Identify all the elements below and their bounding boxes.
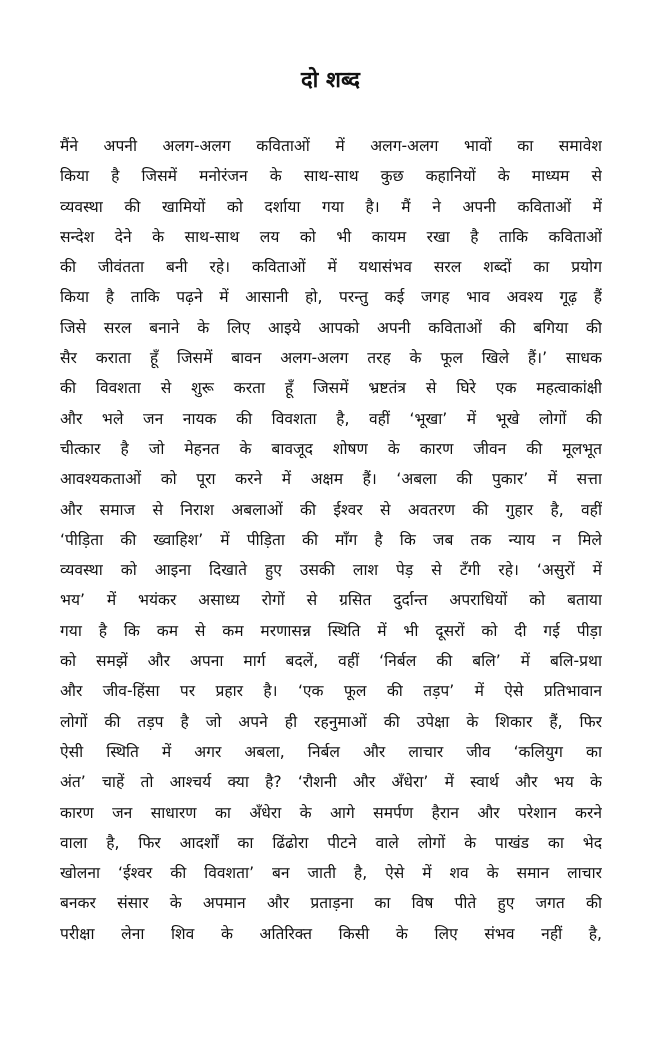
text-line: सैर कराता हूँ जिसमें बावन अलग-अलग तरह के फूल खिले हैं।’ साधक — [60, 349, 602, 368]
text-line: बनकर संसार के अपमान और प्रताड़ना का विष पीते हुए जगत की — [60, 894, 602, 913]
text-line: भय’ में भयंकर असाध्य रोगों से ग्रसित दुर्दान्त अपराधियों को बताया — [60, 591, 602, 610]
text-line: ऐसी स्थिति में अगर अबला, निर्बल और लाचार जीव ‘कलियुग का — [60, 742, 602, 761]
text-line: खोलना ‘ईश्वर की विवशता’ बन जाती है, ऐसे में शव के समान लाचार — [60, 864, 602, 883]
text-line: की जीवंतता बनी रहे। कविताओं में यथासंभव सरल शब्दों का प्रयोग — [60, 258, 602, 277]
text-line: की विवशता से शुरू करता हूँ जिसमें भ्रष्टतंत्र से घिरे एक महत्वाकांक्षी — [60, 379, 602, 398]
text-line: को समझें और अपना मार्ग बदलें, वहीं ‘निर्बल की बलि’ में बलि-प्रथा — [60, 652, 602, 671]
text-line: किया है जिसमें मनोरंजन के साथ-साथ कुछ कहानियों के माध्यम से — [60, 167, 602, 186]
text-line: किया है ताकि पढ़ने में आसानी हो, परन्तु कई जगह भाव अवश्य गूढ़ हैं — [60, 288, 602, 307]
text-line: मैंने अपनी अलग-अलग कविताओं में अलग-अलग भावों का समावेश — [60, 137, 602, 155]
text-line: सन्देश देने के साथ-साथ लय को भी कायम रखा है ताकि कविताओं — [60, 227, 602, 246]
text-line: व्यवस्था को आइना दिखाते हुए उसकी लाश पेड़ से टँगी रहे। ‘असुरों में — [60, 561, 602, 580]
text-line: और जीव-हिंसा पर प्रहार है। ‘एक फूल की तड़प’ में ऐसे प्रतिभावान — [60, 682, 602, 701]
text-line: और भले जन नायक की विवशता है, वहीं ‘भूखा’ में भूखे लोगों की — [60, 409, 602, 428]
text-line: ‘पीड़िता की ख्वाहिश’ में पीड़िता की माँग है कि जब तक न्याय न मिले — [60, 530, 602, 549]
page-title: दो शब्द — [300, 68, 360, 93]
text-line: चीत्कार है जो मेहनत के बावजूद शोषण के कारण जीवन की मूलभूत — [60, 439, 602, 458]
text-line: अंत’ चाहें तो आश्चर्य क्या है? ‘रौशनी और अँधेरा’ में स्वार्थ और भय के — [60, 773, 602, 792]
text-line: कारण जन साधारण का अँधेरा के आगे समर्पण हैरान और परेशान करने — [60, 803, 602, 822]
text-line: परीक्षा लेना शिव के अतिरिक्त किसी के लिए संभव नहीं है, — [60, 924, 602, 943]
text-line: जिसे सरल बनाने के लिए आइये आपको अपनी कविताओं की बगिया की — [60, 318, 602, 337]
text-line: और समाज से निराश अबलाओं की ईश्वर से अवतरण की गुहार है, वहीं — [60, 500, 602, 519]
body-text — [60, 131, 602, 949]
text-line: वाला है, फिर आदर्शों का ढिंढोरा पीटने वाले लोगों के पाखंड का भेद — [60, 833, 602, 852]
text-line: लोगों की तड़प है जो अपने ही रहनुमाओं की उपेक्षा के शिकार हैं, फिर — [60, 712, 602, 731]
text-line: आवश्यकताओं को पूरा करने में अक्षम हैं। ‘अबला की पुकार’ में सत्ता — [60, 470, 602, 489]
text-line: व्यवस्था की खामियों को दर्शाया गया है। मैं ने अपनी कविताओं में — [60, 197, 602, 216]
text-line: गया है कि कम से कम मरणासन्न स्थिति में भी दूसरों को दी गई पीड़ा — [60, 621, 602, 640]
